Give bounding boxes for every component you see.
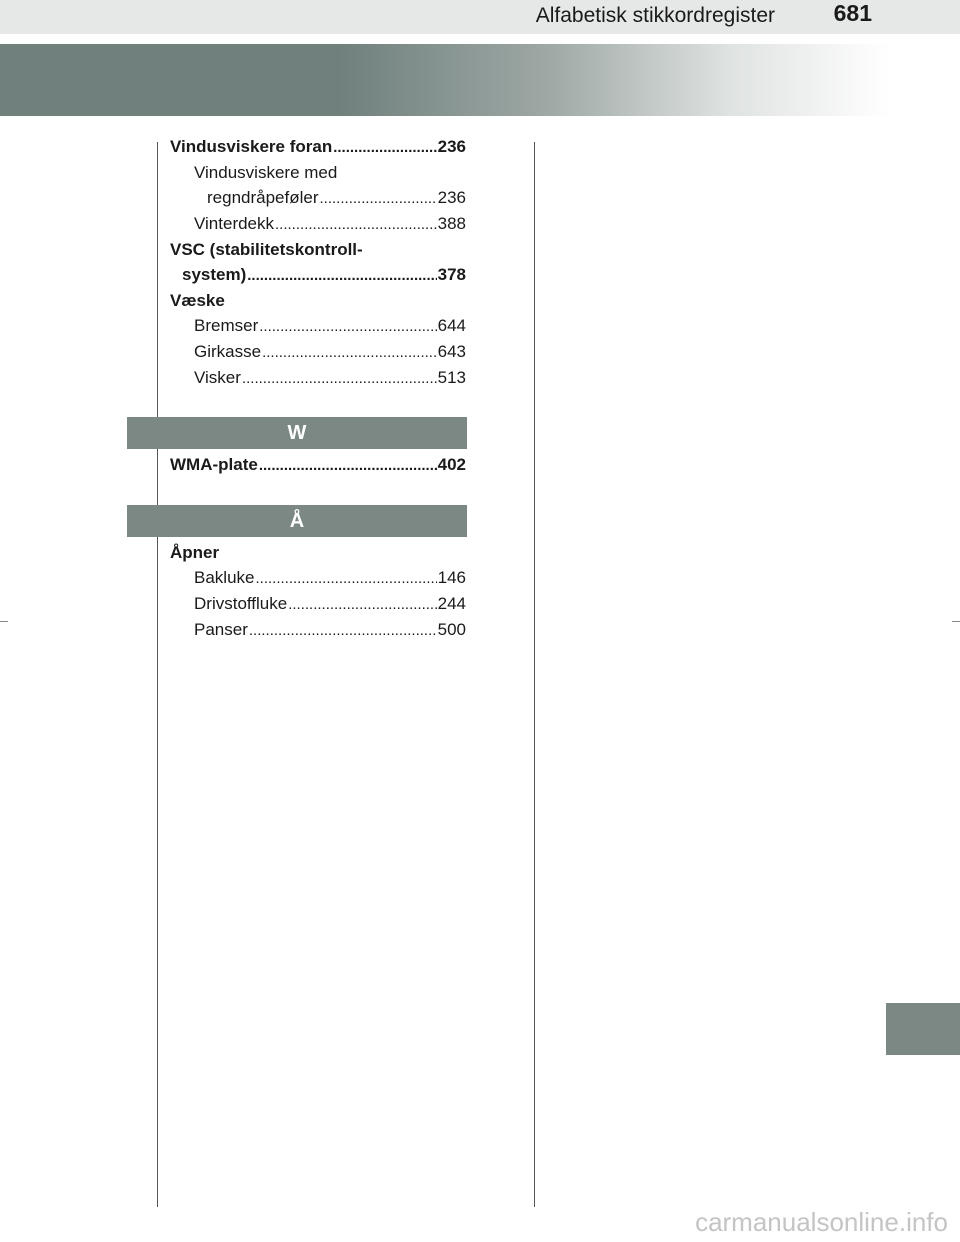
dot-leader (242, 366, 437, 391)
index-entry (170, 134, 466, 160)
index-entry-label: system) (182, 265, 247, 284)
index-entry (170, 237, 466, 262)
index-entry-label: Panser (194, 620, 248, 639)
header-banner (0, 44, 890, 116)
index-entry-page: 500 (437, 620, 466, 639)
index-entry (170, 591, 466, 617)
index-group-v (170, 134, 466, 391)
index-entry-page: 643 (437, 342, 466, 361)
index-entry-label: Vindusviskere foran (170, 137, 333, 156)
index-column (170, 134, 466, 643)
index-entry-page: 402 (437, 455, 466, 474)
index-entry-page: 644 (437, 316, 466, 335)
dot-leader (320, 186, 437, 211)
index-entry (170, 565, 466, 591)
index-entry-page: 244 (437, 594, 466, 613)
index-entry (170, 211, 466, 237)
dot-leader (333, 135, 436, 160)
crop-mark-left (0, 621, 8, 622)
index-entry (170, 452, 466, 478)
page-number: 681 (833, 0, 872, 26)
index-entry (170, 339, 466, 365)
dot-leader (247, 263, 436, 288)
index-entry-page: 513 (437, 368, 466, 387)
dot-leader (255, 566, 436, 591)
dot-leader (259, 453, 437, 478)
dot-leader (288, 592, 436, 617)
section-header-aa: Å (127, 505, 467, 537)
index-entry-page: 146 (437, 568, 466, 587)
index-entry-label: Visker (194, 368, 241, 387)
index-entry (170, 160, 466, 185)
index-entry-page: 236 (437, 188, 466, 207)
header-strip (0, 0, 960, 34)
index-entry-label: Vindusviskere med (194, 163, 338, 182)
index-entry (170, 540, 466, 565)
index-entry-label: Bremser (194, 316, 259, 335)
index-entry-label: Åpner (170, 543, 220, 562)
running-header-title: Alfabetisk stikkordregister (535, 4, 775, 27)
index-entry-label: Væske (170, 291, 225, 310)
index-entry-page: 236 (437, 137, 466, 156)
index-entry-label: Drivstoffluke (194, 594, 288, 613)
index-group-aa (170, 540, 466, 643)
watermark: carmanualsonline.info (695, 1207, 948, 1237)
index-entry-label: Bakluke (194, 568, 255, 587)
index-entry (170, 617, 466, 643)
index-entry (170, 185, 466, 211)
index-entry (170, 262, 466, 288)
crop-mark-right (952, 621, 960, 622)
index-entry-label: Vinterdekk (194, 214, 275, 233)
index-entry (170, 288, 466, 313)
dot-leader (259, 314, 436, 339)
index-entry-label: Girkasse (194, 342, 262, 361)
column-rule-left (157, 142, 158, 1207)
thumb-index-tab (886, 1003, 960, 1055)
index-entry-label: VSC (stabilitetskontroll- (170, 240, 363, 259)
index-entry (170, 365, 466, 391)
dot-leader (249, 618, 437, 643)
section-header-w: W (127, 417, 467, 449)
column-rule-right (534, 142, 535, 1207)
index-group-w (170, 452, 466, 478)
index-entry-page: 378 (437, 265, 466, 284)
index-entry-page: 388 (437, 214, 466, 233)
index-entry-label: WMA-plate (170, 455, 258, 474)
index-entry (170, 313, 466, 339)
dot-leader (262, 340, 437, 365)
index-entry-label: regndråpeføler (207, 188, 319, 207)
dot-leader (275, 212, 437, 237)
